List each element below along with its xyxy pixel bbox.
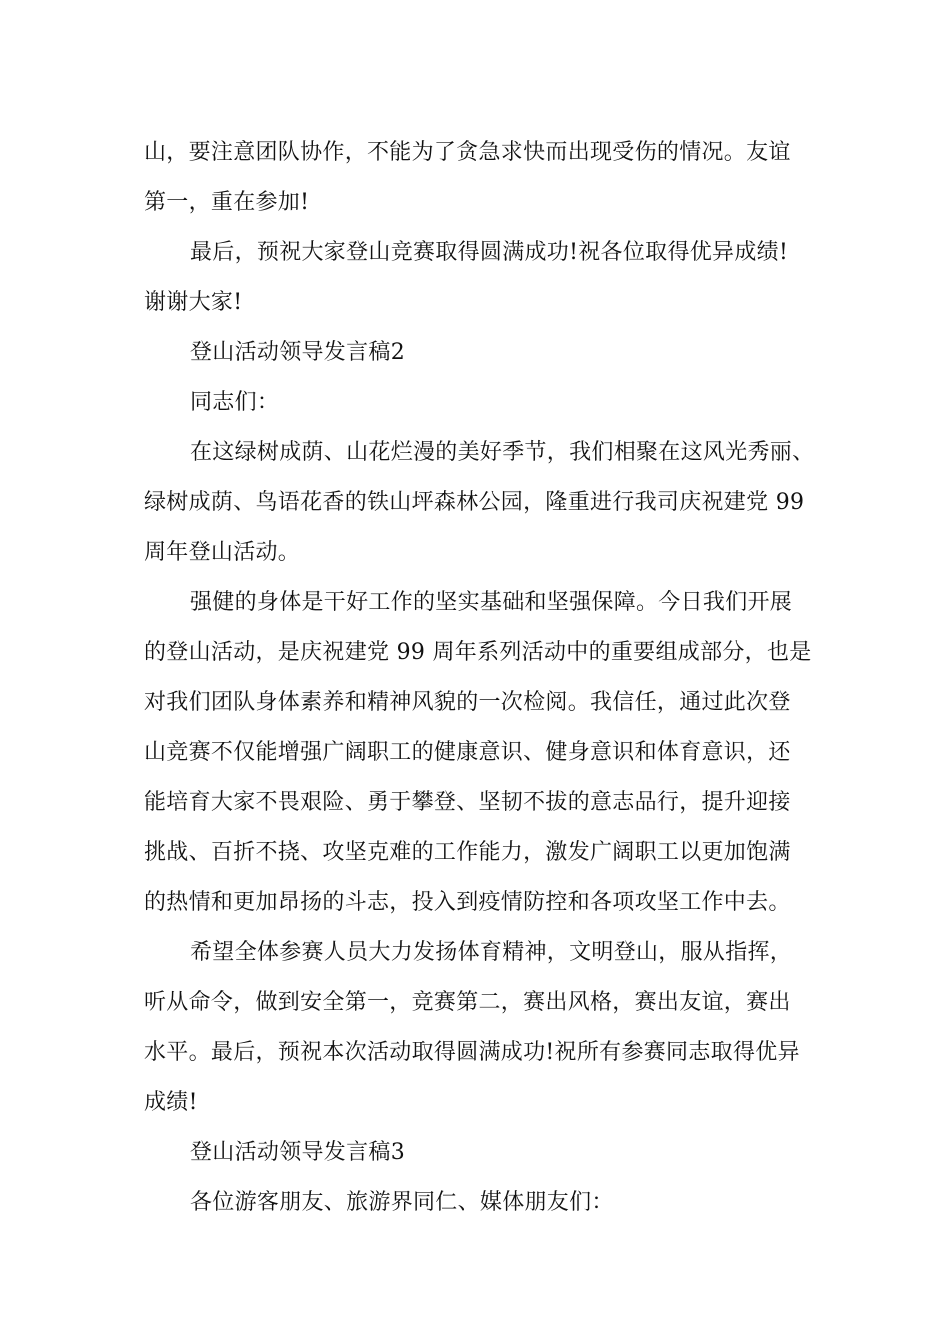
salutation: 各位游客朋友、旅游界同仁、媒体朋友们： [190,1190,614,1215]
text-line: 听从命令，做到安全第一，竞赛第二，赛出风格，赛出友谊，赛出 [144,990,791,1015]
section-heading: 登山活动领导发言稿3 [190,1140,405,1165]
text-line: 在这绿树成荫、山花烂漫的美好季节，我们相聚在这风光秀丽、 [190,440,815,465]
text-line: 绿树成荫、鸟语花香的铁山坪森林公园，隆重进行我司庆祝建党 99 [144,490,805,515]
text-line: 第一，重在参加! [144,190,310,215]
text-line: 挑战、百折不挠、攻坚克难的工作能力，激发广阔职工以更加饱满 [144,840,791,865]
text-line: 希望全体参赛人员大力发扬体育精神，文明登山，服从指挥， [190,940,793,965]
text-line: 的登山活动，是庆祝建党 99 周年系列活动中的重要组成部分，也是 [144,640,812,665]
text-line: 山，要注意团队协作，不能为了贪急求快而出现受伤的情况。友谊 [144,140,791,165]
text-line: 山竞赛不仅能增强广阔职工的健康意识、健身意识和体育意识，还 [144,740,791,765]
text-line: 强健的身体是干好工作的坚实基础和坚强保障。今日我们开展 [190,590,793,615]
text-line: 最后，预祝大家登山竞赛取得圆满成功!祝各位取得优异成绩! [190,240,789,265]
salutation: 同志们： [190,390,280,415]
text-line: 成绩! [144,1090,198,1115]
text-line: 水平。最后，预祝本次活动取得圆满成功!祝所有参赛同志取得优异 [144,1040,800,1065]
text-line: 谢谢大家! [144,290,243,315]
section-heading: 登山活动领导发言稿2 [190,340,405,365]
text-line: 能培育大家不畏艰险、勇于攀登、坚韧不拔的意志品行，提升迎接 [144,790,791,815]
text-line: 周年登山活动。 [144,540,301,565]
text-line: 的热情和更加昂扬的斗志，投入到疫情防控和各项攻坚工作中去。 [144,890,791,915]
text-line: 对我们团队身体素养和精神风貌的一次检阅。我信任，通过此次登 [144,690,791,715]
